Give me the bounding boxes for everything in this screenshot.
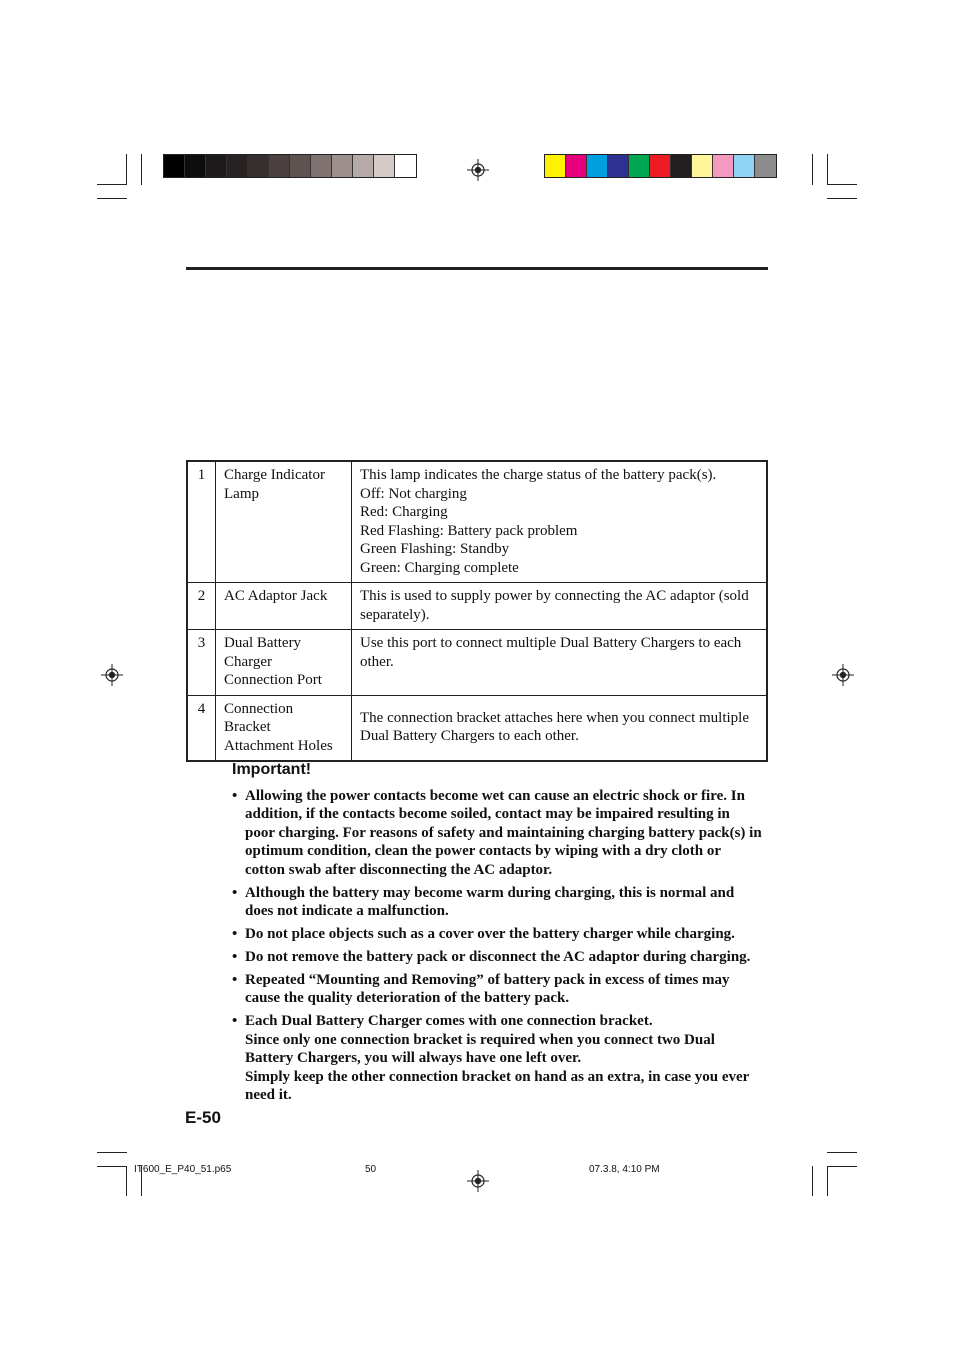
important-heading: Important! (232, 761, 312, 778)
table-row (187, 583, 767, 630)
part-name: AC Adaptor Jack (216, 583, 352, 630)
table-row (187, 630, 767, 696)
page-number: E-50 (185, 1108, 221, 1127)
grayscale-color-bar (163, 154, 417, 178)
part-name: Dual Battery Charger Connection Port (216, 630, 352, 696)
color-swatch (248, 155, 269, 177)
crop-mark (97, 198, 127, 199)
crop-mark (827, 154, 828, 185)
color-swatch (545, 155, 566, 177)
description-line: Red Flashing: Battery pack problem (360, 522, 578, 539)
part-number: 1 (187, 461, 216, 583)
footer-filename: IT600_E_P40_51.p65 (134, 1164, 232, 1175)
part-name: Charge Indicator Lamp (216, 461, 352, 583)
color-swatch (374, 155, 395, 177)
crop-mark (827, 184, 857, 185)
crop-mark (812, 154, 813, 185)
crop-mark (141, 154, 142, 185)
registration-mark-icon (467, 159, 489, 181)
color-swatch (713, 155, 734, 177)
part-description (352, 630, 768, 696)
table-row (187, 695, 767, 761)
parts-table (186, 460, 768, 762)
description-line: Use this port to connect multiple Dual Battery Chargers to each other. (360, 635, 742, 670)
crop-mark (827, 1152, 857, 1153)
color-swatch (185, 155, 206, 177)
color-swatch (353, 155, 374, 177)
header-rule (186, 267, 768, 270)
color-swatch (671, 155, 692, 177)
part-name: Connection Bracket Attachment Holes (216, 695, 352, 761)
important-item: • Do not remove the battery pack or disconnect the AC adaptor during charging. (232, 949, 751, 966)
registration-mark-icon (101, 664, 123, 686)
color-swatch (566, 155, 587, 177)
description-line: This is used to supply power by connecting the AC adaptor (sold separately). (360, 588, 749, 623)
crop-mark (97, 1166, 127, 1167)
color-swatch (692, 155, 713, 177)
color-swatch (608, 155, 629, 177)
important-list (232, 787, 762, 1104)
color-swatch (164, 155, 185, 177)
part-number: 3 (187, 630, 216, 696)
crop-mark (812, 1166, 813, 1196)
color-swatch (755, 155, 776, 177)
important-item: • Repeated “Mounting and Removing” of battery pack in excess of times may cause the quality deterioration of the battery pack. (232, 972, 730, 1007)
description-line: Off: Not charging (360, 485, 467, 502)
crop-mark (827, 1166, 857, 1167)
important-item: • Allowing the power contacts become wet can cause an electric shock or fire. In addition, if the contacts become soiled, contact may be impaired resulting in poor charging. For reasons of safety and maintaining charging battery pack(s) in optimum condition, clean the power contacts by wiping with a dry cloth or cotton swab after disconnecting the AC adaptor. (232, 788, 762, 878)
crop-mark (827, 1166, 828, 1196)
footer-timestamp: 07.3.8, 4:10 PM (589, 1164, 660, 1175)
crop-mark (126, 154, 127, 185)
process-color-bar (544, 154, 777, 178)
part-number: 4 (187, 695, 216, 761)
part-description (352, 583, 768, 630)
color-swatch (650, 155, 671, 177)
registration-mark-icon (832, 664, 854, 686)
registration-mark-icon (467, 1170, 489, 1192)
crop-mark (126, 1166, 127, 1196)
important-item: • Although the battery may become warm during charging, this is normal and does not indicate a malfunction. (232, 884, 735, 920)
description-line: Red: Charging (360, 504, 448, 520)
color-swatch (629, 155, 650, 177)
color-swatch (332, 155, 353, 177)
color-swatch (395, 155, 416, 177)
footer-page: 50 (365, 1164, 377, 1175)
description-line: This lamp indicates the charge status of the battery pack(s). (360, 467, 717, 483)
color-swatch (269, 155, 290, 177)
color-swatch (587, 155, 608, 177)
color-swatch (227, 155, 248, 177)
description-line: Green: Charging complete (360, 559, 519, 576)
crop-mark (97, 184, 127, 185)
description-line: Green Flashing: Standby (360, 541, 510, 557)
table-row (187, 461, 767, 583)
important-item: • Do not place objects such as a cover over the battery charger while charging. (232, 926, 735, 943)
description-line: The connection bracket attaches here when you connect multiple Dual Battery Chargers to each other. (360, 709, 750, 745)
part-description (352, 695, 768, 761)
color-swatch (290, 155, 311, 177)
important-item: • Each Dual Battery Charger comes with one connection bracket. Since only one connection bracket is required when you connect two Dual Battery Chargers, you will always have one left over. Simply keep the other connection bracket on hand as an extra, in case you ever need it. (232, 1013, 750, 1104)
crop-mark (827, 198, 857, 199)
part-description (352, 461, 768, 583)
crop-mark (97, 1152, 127, 1153)
color-swatch (206, 155, 227, 177)
color-swatch (311, 155, 332, 177)
color-swatch (734, 155, 755, 177)
part-number: 2 (187, 583, 216, 630)
